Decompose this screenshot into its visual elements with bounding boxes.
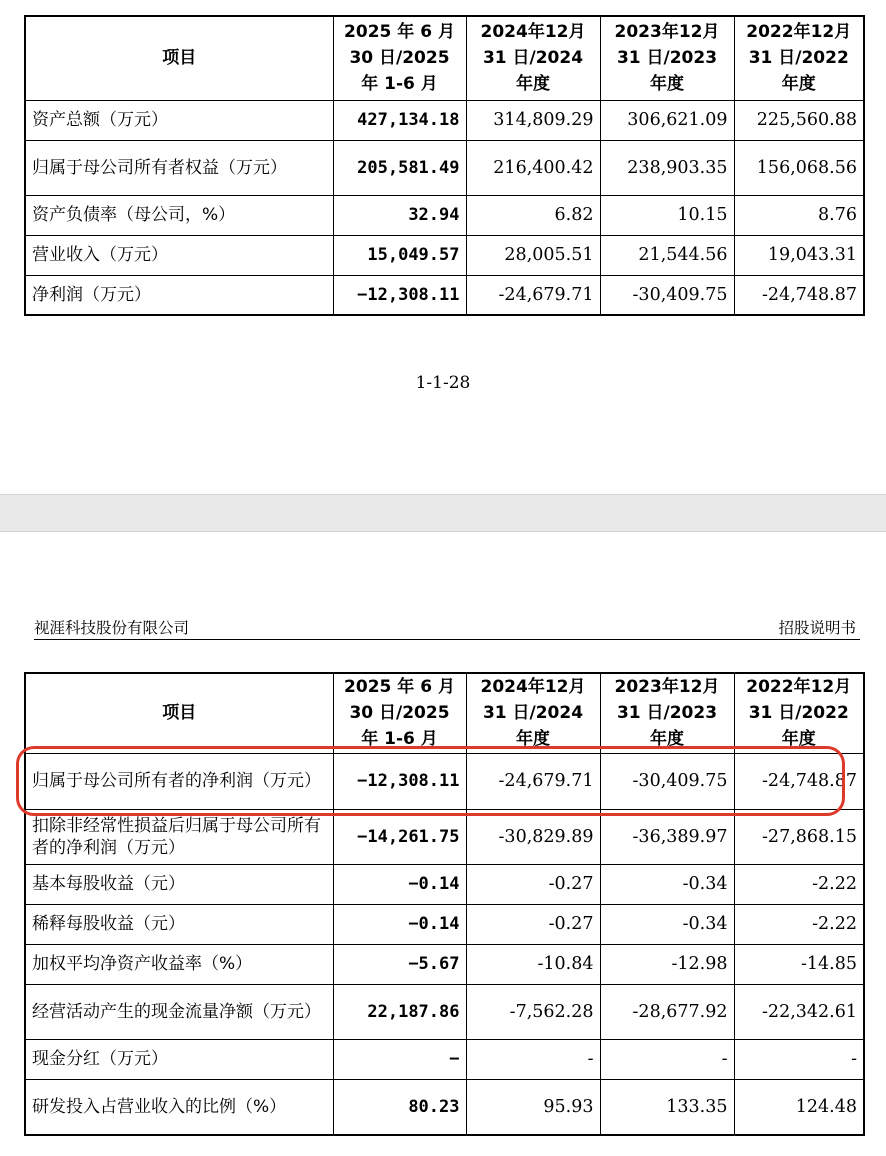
- row-label: 资产负债率（母公司，%）: [25, 195, 333, 235]
- cell-value: -27,868.15: [734, 809, 864, 864]
- cell-value: -22,342.61: [734, 984, 864, 1039]
- header-item: 项目: [25, 16, 333, 100]
- cell-value: 225,560.88: [734, 100, 864, 140]
- row-label: 稀释每股收益（元）: [25, 904, 333, 944]
- cell-value: 6.82: [466, 195, 600, 235]
- cell-value: -2.22: [734, 904, 864, 944]
- cell-value: -24,679.71: [466, 275, 600, 315]
- cell-value: -0.34: [600, 864, 734, 904]
- cell-value: -24,748.87: [734, 753, 864, 809]
- highlight-annotation: [16, 746, 845, 816]
- table-header-row: [25, 16, 864, 100]
- cell-value: 28,005.51: [466, 235, 600, 275]
- cell-value: 80.23: [333, 1079, 466, 1135]
- cell-value: −0.14: [333, 904, 466, 944]
- cell-value: -24,748.87: [734, 275, 864, 315]
- cell-value: 95.93: [466, 1079, 600, 1135]
- table-row: [25, 140, 864, 195]
- row-label: 研发投入占营业收入的比例（%）: [25, 1079, 333, 1135]
- header-item: 项目: [25, 673, 333, 753]
- document-type: 招股说明书: [778, 619, 856, 637]
- row-label: 归属于母公司所有者的净利润（万元）: [25, 753, 333, 809]
- header-2025h1: 2025 年 6 月 30 日/2025 年 1-6 月: [333, 673, 466, 753]
- row-label: 归属于母公司所有者权益（万元）: [25, 140, 333, 195]
- cell-value: 22,187.86: [333, 984, 466, 1039]
- header-2025h1: 2025 年 6 月 30 日/2025 年 1-6 月: [333, 16, 466, 100]
- cell-value: -: [734, 1039, 864, 1079]
- header-2022: 2022年12月 31 日/2022 年度: [734, 673, 864, 753]
- page-separator: [0, 494, 886, 532]
- row-label: 扣除非经常性损益后归属于母公司所有者的净利润（万元）: [25, 809, 333, 864]
- cell-value: 21,544.56: [600, 235, 734, 275]
- table-row: [25, 195, 864, 235]
- financial-table-1: [24, 15, 865, 316]
- cell-value: -: [600, 1039, 734, 1079]
- row-label: 加权平均净资产收益率（%）: [25, 944, 333, 984]
- table-row: [25, 904, 864, 944]
- header-rule: [34, 639, 860, 640]
- financial-table-2: [24, 672, 865, 1136]
- cell-value: −12,308.11: [333, 275, 466, 315]
- cell-value: -28,677.92: [600, 984, 734, 1039]
- cell-value: 205,581.49: [333, 140, 466, 195]
- cell-value: -0.27: [466, 864, 600, 904]
- table-row: [25, 809, 864, 864]
- company-name: 视涯科技股份有限公司: [34, 619, 190, 637]
- header-2024: 2024年12月 31 日/2024 年度: [466, 16, 600, 100]
- cell-value: 32.94: [333, 195, 466, 235]
- cell-value: 306,621.09: [600, 100, 734, 140]
- cell-value: 133.35: [600, 1079, 734, 1135]
- cell-value: 156,068.56: [734, 140, 864, 195]
- header-2023: 2023年12月 31 日/2023 年度: [600, 673, 734, 753]
- header-2023: 2023年12月 31 日/2023 年度: [600, 16, 734, 100]
- cell-value: -0.34: [600, 904, 734, 944]
- cell-value: 314,809.29: [466, 100, 600, 140]
- table-row: [25, 1039, 864, 1079]
- cell-value: 124.48: [734, 1079, 864, 1135]
- cell-value: 216,400.42: [466, 140, 600, 195]
- cell-value: -30,829.89: [466, 809, 600, 864]
- cell-value: -10.84: [466, 944, 600, 984]
- cell-value: 8.76: [734, 195, 864, 235]
- row-label: 基本每股收益（元）: [25, 864, 333, 904]
- cell-value: 427,134.18: [333, 100, 466, 140]
- cell-value: -0.27: [466, 904, 600, 944]
- cell-value: −12,308.11: [333, 753, 466, 809]
- row-label: 营业收入（万元）: [25, 235, 333, 275]
- cell-value: -14.85: [734, 944, 864, 984]
- cell-value: 238,903.35: [600, 140, 734, 195]
- row-label: 资产总额（万元）: [25, 100, 333, 140]
- row-label: 现金分红（万元）: [25, 1039, 333, 1079]
- cell-value: -12.98: [600, 944, 734, 984]
- cell-value: -: [466, 1039, 600, 1079]
- table-row: [25, 235, 864, 275]
- table-row: [25, 1079, 864, 1135]
- table-row: [25, 944, 864, 984]
- cell-value: −5.67: [333, 944, 466, 984]
- table-row: [25, 864, 864, 904]
- table-header-row: [25, 673, 864, 753]
- cell-value: -2.22: [734, 864, 864, 904]
- page-number: 1-1-28: [415, 373, 471, 393]
- cell-value: -7,562.28: [466, 984, 600, 1039]
- cell-value: −14,261.75: [333, 809, 466, 864]
- row-label: 经营活动产生的现金流量净额（万元）: [25, 984, 333, 1039]
- cell-value: −0.14: [333, 864, 466, 904]
- cell-value: 15,049.57: [333, 235, 466, 275]
- table-row: [25, 100, 864, 140]
- cell-value: -30,409.75: [600, 275, 734, 315]
- header-2022: 2022年12月 31 日/2022 年度: [734, 16, 864, 100]
- cell-value: -30,409.75: [600, 753, 734, 809]
- cell-value: -24,679.71: [466, 753, 600, 809]
- cell-value: -36,389.97: [600, 809, 734, 864]
- cell-value: −: [333, 1039, 466, 1079]
- row-label: 净利润（万元）: [25, 275, 333, 315]
- cell-value: 10.15: [600, 195, 734, 235]
- table-row: [25, 275, 864, 315]
- cell-value: 19,043.31: [734, 235, 864, 275]
- table-row: [25, 984, 864, 1039]
- header-2024: 2024年12月 31 日/2024 年度: [466, 673, 600, 753]
